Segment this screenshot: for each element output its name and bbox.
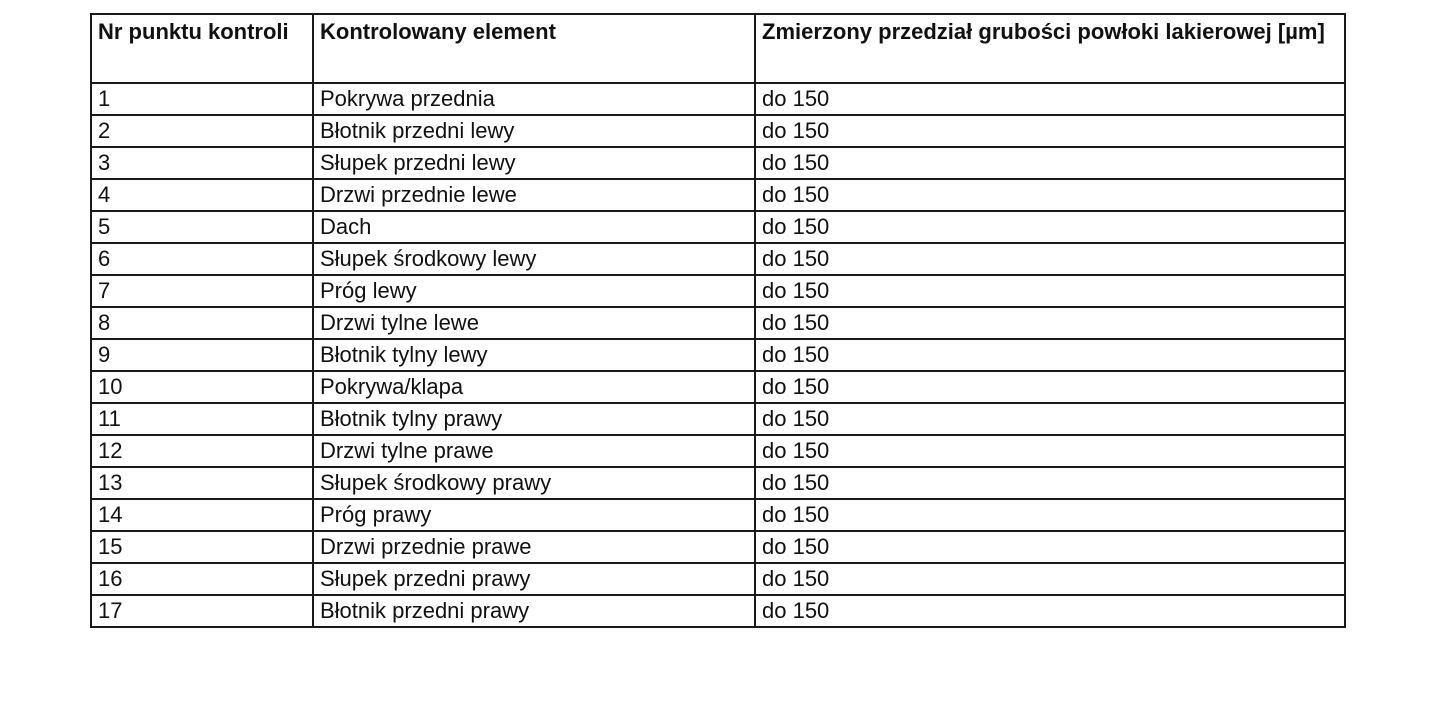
table-row bbox=[91, 563, 1345, 595]
table-row bbox=[91, 403, 1345, 435]
header-control-point-number: Nr punktu kontroli bbox=[91, 14, 313, 83]
inspected-element-cell: Drzwi przednie prawe bbox=[313, 531, 755, 563]
thickness-range-cell: do 150 bbox=[755, 435, 1345, 467]
thickness-range-cell: do 150 bbox=[755, 275, 1345, 307]
control-point-number-cell: 1 bbox=[91, 83, 313, 115]
table-row bbox=[91, 339, 1345, 371]
table-body bbox=[91, 83, 1345, 627]
table-row bbox=[91, 179, 1345, 211]
control-point-number-cell: 11 bbox=[91, 403, 313, 435]
inspected-element-cell: Słupek środkowy prawy bbox=[313, 467, 755, 499]
control-point-number-cell: 2 bbox=[91, 115, 313, 147]
inspected-element-cell: Błotnik tylny prawy bbox=[313, 403, 755, 435]
control-point-number-cell: 9 bbox=[91, 339, 313, 371]
inspected-element-cell: Drzwi tylne prawe bbox=[313, 435, 755, 467]
table-row bbox=[91, 211, 1345, 243]
thickness-range-cell: do 150 bbox=[755, 467, 1345, 499]
inspected-element-cell: Słupek przedni prawy bbox=[313, 563, 755, 595]
control-point-number-cell: 15 bbox=[91, 531, 313, 563]
table-row bbox=[91, 371, 1345, 403]
table-row bbox=[91, 467, 1345, 499]
inspected-element-cell: Słupek środkowy lewy bbox=[313, 243, 755, 275]
inspected-element-cell: Błotnik przedni lewy bbox=[313, 115, 755, 147]
inspected-element-cell: Pokrywa/klapa bbox=[313, 371, 755, 403]
table-header bbox=[91, 14, 1345, 83]
thickness-range-cell: do 150 bbox=[755, 371, 1345, 403]
thickness-range-cell: do 150 bbox=[755, 211, 1345, 243]
table-row bbox=[91, 499, 1345, 531]
table-row bbox=[91, 531, 1345, 563]
thickness-range-cell: do 150 bbox=[755, 83, 1345, 115]
inspected-element-cell: Próg prawy bbox=[313, 499, 755, 531]
control-point-number-cell: 10 bbox=[91, 371, 313, 403]
control-point-number-cell: 12 bbox=[91, 435, 313, 467]
table-row bbox=[91, 275, 1345, 307]
control-point-number-cell: 6 bbox=[91, 243, 313, 275]
table-row bbox=[91, 435, 1345, 467]
thickness-range-cell: do 150 bbox=[755, 499, 1345, 531]
thickness-range-cell: do 150 bbox=[755, 307, 1345, 339]
control-point-number-cell: 16 bbox=[91, 563, 313, 595]
control-point-number-cell: 3 bbox=[91, 147, 313, 179]
control-point-number-cell: 13 bbox=[91, 467, 313, 499]
table-row bbox=[91, 147, 1345, 179]
inspected-element-cell: Drzwi przednie lewe bbox=[313, 179, 755, 211]
thickness-range-cell: do 150 bbox=[755, 339, 1345, 371]
inspected-element-cell: Dach bbox=[313, 211, 755, 243]
inspected-element-cell: Drzwi tylne lewe bbox=[313, 307, 755, 339]
control-point-number-cell: 7 bbox=[91, 275, 313, 307]
header-measured-thickness-range: Zmierzony przedział grubości powłoki lakierowej [µm] bbox=[755, 14, 1345, 83]
thickness-range-cell: do 150 bbox=[755, 115, 1345, 147]
thickness-range-cell: do 150 bbox=[755, 595, 1345, 627]
header-inspected-element: Kontrolowany element bbox=[313, 14, 755, 83]
table-row bbox=[91, 595, 1345, 627]
thickness-range-cell: do 150 bbox=[755, 147, 1345, 179]
control-point-number-cell: 14 bbox=[91, 499, 313, 531]
inspected-element-cell: Próg lewy bbox=[313, 275, 755, 307]
control-point-number-cell: 17 bbox=[91, 595, 313, 627]
thickness-range-cell: do 150 bbox=[755, 403, 1345, 435]
thickness-range-cell: do 150 bbox=[755, 563, 1345, 595]
table-row bbox=[91, 307, 1345, 339]
table-row bbox=[91, 83, 1345, 115]
paint-thickness-table bbox=[90, 13, 1346, 628]
control-point-number-cell: 4 bbox=[91, 179, 313, 211]
thickness-range-cell: do 150 bbox=[755, 179, 1345, 211]
inspected-element-cell: Błotnik przedni prawy bbox=[313, 595, 755, 627]
inspected-element-cell: Słupek przedni lewy bbox=[313, 147, 755, 179]
control-point-number-cell: 8 bbox=[91, 307, 313, 339]
table-row bbox=[91, 115, 1345, 147]
thickness-range-cell: do 150 bbox=[755, 531, 1345, 563]
inspected-element-cell: Błotnik tylny lewy bbox=[313, 339, 755, 371]
thickness-range-cell: do 150 bbox=[755, 243, 1345, 275]
control-point-number-cell: 5 bbox=[91, 211, 313, 243]
inspected-element-cell: Pokrywa przednia bbox=[313, 83, 755, 115]
header-row bbox=[91, 14, 1345, 83]
table-row bbox=[91, 243, 1345, 275]
